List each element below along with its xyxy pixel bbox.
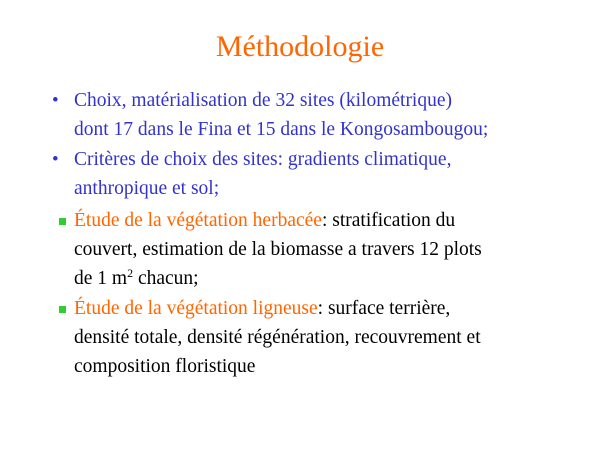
item-text: : stratification du bbox=[321, 210, 456, 231]
item-text-line: dont 17 dans le Fina et 15 dans le Kongosambougou; bbox=[74, 119, 489, 140]
item-text-line: Choix, matérialisation de 32 sites (kilométrique) bbox=[74, 90, 453, 111]
bullet-item-woody bbox=[74, 294, 574, 381]
item-heading: Étude de la végétation ligneuse bbox=[74, 298, 318, 319]
bullet-dot-icon: • bbox=[52, 90, 59, 111]
item-text-line: densité totale, densité régénération, recouvrement et bbox=[74, 327, 481, 348]
bullet-square-icon bbox=[59, 218, 66, 225]
item-text-line bbox=[74, 206, 574, 235]
bullet-item-herbaceous bbox=[74, 206, 574, 293]
bullet-item-criteria bbox=[52, 145, 574, 203]
item-text: : surface terrière, bbox=[317, 298, 451, 319]
item-text-line bbox=[74, 264, 574, 293]
slide-title: Méthodologie bbox=[215, 30, 385, 63]
superscript: 2 bbox=[127, 266, 134, 280]
item-text-line: composition floristique bbox=[74, 356, 256, 377]
item-heading: Étude de la végétation herbacée bbox=[74, 210, 322, 231]
item-text-line: Critères de choix des sites: gradients climatique, bbox=[74, 149, 452, 170]
bullet-square-icon bbox=[59, 306, 66, 313]
item-text: de 1 m bbox=[74, 268, 128, 289]
bullet-dot-icon: • bbox=[52, 149, 59, 170]
item-text-line: anthropique et sol; bbox=[74, 178, 220, 199]
item-text: chacun; bbox=[133, 268, 199, 289]
bullet-item-sites bbox=[52, 86, 574, 144]
item-text-line bbox=[74, 294, 574, 323]
item-text-line: couvert, estimation de la biomasse a travers 12 plots bbox=[74, 239, 482, 260]
